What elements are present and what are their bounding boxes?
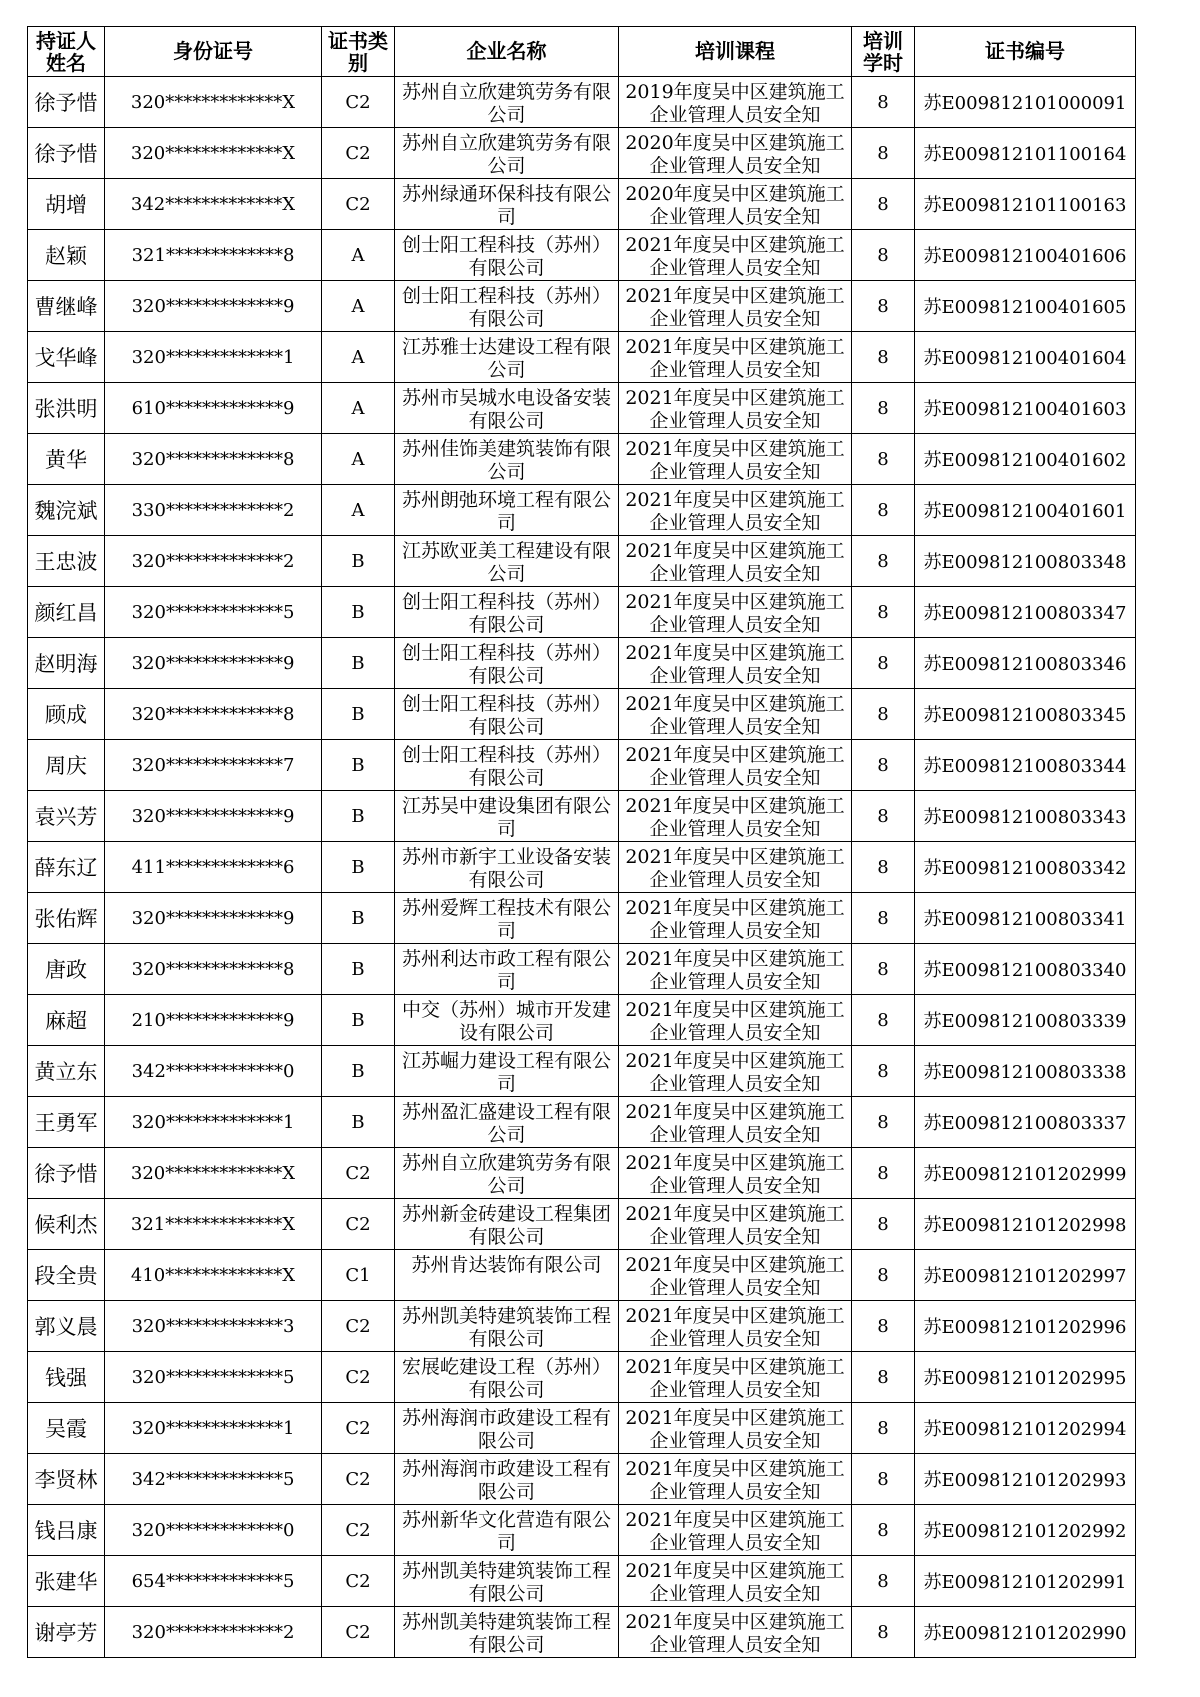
- cell-name: 赵明海: [28, 638, 105, 689]
- cell-category: A: [322, 230, 395, 281]
- cell-hours: 8: [852, 944, 915, 995]
- cell-name: 候利杰: [28, 1199, 105, 1250]
- cell-company: 苏州凯美特建筑装饰工程有限公司: [395, 1556, 619, 1607]
- cell-company: 苏州盈汇盛建设工程有限公司: [395, 1097, 619, 1148]
- cell-hours: 8: [852, 383, 915, 434]
- cell-id: 654*************5: [105, 1556, 322, 1607]
- cell-course: 2020年度吴中区建筑施工企业管理人员安全知: [619, 128, 852, 179]
- cell-cert-no: 苏E009812101202998: [915, 1199, 1136, 1250]
- table-row: [28, 1556, 1136, 1607]
- cell-name: 周庆: [28, 740, 105, 791]
- cell-id: 342*************X: [105, 179, 322, 230]
- cell-cert-no: 苏E009812100401605: [915, 281, 1136, 332]
- cell-category: C2: [322, 1607, 395, 1658]
- cell-id: 320*************2: [105, 1607, 322, 1658]
- cell-id: 320*************1: [105, 1403, 322, 1454]
- cell-name: 王勇军: [28, 1097, 105, 1148]
- cell-category: B: [322, 536, 395, 587]
- cell-hours: 8: [852, 1301, 915, 1352]
- cell-course: 2021年度吴中区建筑施工企业管理人员安全知: [619, 1199, 852, 1250]
- cell-company: 苏州凯美特建筑装饰工程有限公司: [395, 1301, 619, 1352]
- cell-id: 320*************7: [105, 740, 322, 791]
- cell-id: 320*************9: [105, 893, 322, 944]
- cell-course: 2021年度吴中区建筑施工企业管理人员安全知: [619, 1556, 852, 1607]
- cell-id: 411*************6: [105, 842, 322, 893]
- cell-category: A: [322, 434, 395, 485]
- cell-hours: 8: [852, 1607, 915, 1658]
- cell-hours: 8: [852, 689, 915, 740]
- cell-name: 张洪明: [28, 383, 105, 434]
- cell-course: 2021年度吴中区建筑施工企业管理人员安全知: [619, 536, 852, 587]
- cell-cert-no: 苏E009812100401603: [915, 383, 1136, 434]
- cell-category: A: [322, 485, 395, 536]
- cell-id: 410*************X: [105, 1250, 322, 1301]
- table-row: [28, 1046, 1136, 1097]
- cell-category: A: [322, 383, 395, 434]
- cell-hours: 8: [852, 1199, 915, 1250]
- cell-hours: 8: [852, 740, 915, 791]
- cell-hours: 8: [852, 842, 915, 893]
- cell-course: 2021年度吴中区建筑施工企业管理人员安全知: [619, 1148, 852, 1199]
- cell-course: 2020年度吴中区建筑施工企业管理人员安全知: [619, 179, 852, 230]
- cell-course: 2021年度吴中区建筑施工企业管理人员安全知: [619, 893, 852, 944]
- cell-cert-no: 苏E009812101202990: [915, 1607, 1136, 1658]
- cell-category: B: [322, 995, 395, 1046]
- cell-course: 2021年度吴中区建筑施工企业管理人员安全知: [619, 587, 852, 638]
- cell-company: 苏州利达市政工程有限公司: [395, 944, 619, 995]
- cell-id: 320*************9: [105, 638, 322, 689]
- cell-name: 胡增: [28, 179, 105, 230]
- cell-hours: 8: [852, 77, 915, 128]
- table-row: [28, 434, 1136, 485]
- cell-cert-no: 苏E009812100401601: [915, 485, 1136, 536]
- cell-hours: 8: [852, 1250, 915, 1301]
- cell-category: C2: [322, 179, 395, 230]
- table-row: [28, 689, 1136, 740]
- cell-cert-no: 苏E009812100401602: [915, 434, 1136, 485]
- table-row: [28, 1607, 1136, 1658]
- cell-id: 321*************8: [105, 230, 322, 281]
- cell-name: 张建华: [28, 1556, 105, 1607]
- cell-hours: 8: [852, 128, 915, 179]
- cell-company: 苏州新金砖建设工程集团有限公司: [395, 1199, 619, 1250]
- cell-hours: 8: [852, 1097, 915, 1148]
- cell-cert-no: 苏E009812100803343: [915, 791, 1136, 842]
- cell-name: 钱吕康: [28, 1505, 105, 1556]
- cell-course: 2021年度吴中区建筑施工企业管理人员安全知: [619, 1403, 852, 1454]
- cell-category: C2: [322, 1148, 395, 1199]
- cell-cert-no: 苏E009812101100163: [915, 179, 1136, 230]
- cell-hours: 8: [852, 1556, 915, 1607]
- cell-cert-no: 苏E009812101000091: [915, 77, 1136, 128]
- cell-hours: 8: [852, 230, 915, 281]
- cell-name: 段全贵: [28, 1250, 105, 1301]
- cell-hours: 8: [852, 791, 915, 842]
- table-row: [28, 893, 1136, 944]
- cell-hours: 8: [852, 638, 915, 689]
- cell-hours: 8: [852, 1505, 915, 1556]
- cell-hours: 8: [852, 1148, 915, 1199]
- cell-name: 戈华峰: [28, 332, 105, 383]
- cell-cert-no: 苏E009812101202996: [915, 1301, 1136, 1352]
- cell-company: 苏州佳饰美建筑装饰有限公司: [395, 434, 619, 485]
- cell-course: 2021年度吴中区建筑施工企业管理人员安全知: [619, 791, 852, 842]
- table-row: [28, 587, 1136, 638]
- cell-course: 2021年度吴中区建筑施工企业管理人员安全知: [619, 740, 852, 791]
- cell-company: 苏州自立欣建筑劳务有限公司: [395, 128, 619, 179]
- table-row: [28, 383, 1136, 434]
- table-row: [28, 1301, 1136, 1352]
- cell-course: 2021年度吴中区建筑施工企业管理人员安全知: [619, 281, 852, 332]
- cell-hours: 8: [852, 995, 915, 1046]
- cell-course: 2021年度吴中区建筑施工企业管理人员安全知: [619, 1505, 852, 1556]
- table-row: [28, 1199, 1136, 1250]
- cell-company: 苏州新华文化营造有限公司: [395, 1505, 619, 1556]
- cell-course: 2021年度吴中区建筑施工企业管理人员安全知: [619, 1301, 852, 1352]
- cell-category: B: [322, 842, 395, 893]
- cell-course: 2021年度吴中区建筑施工企业管理人员安全知: [619, 842, 852, 893]
- cell-company: 中交（苏州）城市开发建设有限公司: [395, 995, 619, 1046]
- cell-name: 黄立东: [28, 1046, 105, 1097]
- cell-company: 创士阳工程科技（苏州）有限公司: [395, 281, 619, 332]
- cell-category: B: [322, 587, 395, 638]
- cell-category: B: [322, 944, 395, 995]
- cell-cert-no: 苏E009812100803344: [915, 740, 1136, 791]
- cell-course: 2021年度吴中区建筑施工企业管理人员安全知: [619, 434, 852, 485]
- table-row: [28, 332, 1136, 383]
- cell-company: 创士阳工程科技（苏州）有限公司: [395, 689, 619, 740]
- cell-category: C2: [322, 128, 395, 179]
- cell-cert-no: 苏E009812101202993: [915, 1454, 1136, 1505]
- cell-course: 2021年度吴中区建筑施工企业管理人员安全知: [619, 689, 852, 740]
- cell-company: 江苏吴中建设集团有限公司: [395, 791, 619, 842]
- cell-id: 320*************8: [105, 434, 322, 485]
- cell-id: 320*************5: [105, 1352, 322, 1403]
- cell-course: 2021年度吴中区建筑施工企业管理人员安全知: [619, 995, 852, 1046]
- cell-cert-no: 苏E009812100803345: [915, 689, 1136, 740]
- cell-cert-no: 苏E009812100803342: [915, 842, 1136, 893]
- header-cert-no: 证书编号: [915, 27, 1136, 77]
- cell-name: 顾成: [28, 689, 105, 740]
- table-row: [28, 281, 1136, 332]
- table-row: [28, 944, 1136, 995]
- cell-course: 2021年度吴中区建筑施工企业管理人员安全知: [619, 383, 852, 434]
- cell-id: 320*************X: [105, 77, 322, 128]
- cell-id: 320*************3: [105, 1301, 322, 1352]
- cell-id: 610*************9: [105, 383, 322, 434]
- cell-id: 320*************X: [105, 1148, 322, 1199]
- cell-id: 321*************X: [105, 1199, 322, 1250]
- cell-cert-no: 苏E009812100803346: [915, 638, 1136, 689]
- cell-company: 创士阳工程科技（苏州）有限公司: [395, 638, 619, 689]
- cell-cert-no: 苏E009812101100164: [915, 128, 1136, 179]
- cell-id: 342*************5: [105, 1454, 322, 1505]
- cell-name: 徐予惜: [28, 1148, 105, 1199]
- table-row: [28, 485, 1136, 536]
- table-row: [28, 1505, 1136, 1556]
- cell-name: 曹继峰: [28, 281, 105, 332]
- cell-company: 苏州肯达装饰有限公司: [395, 1250, 619, 1301]
- table-row: [28, 1454, 1136, 1505]
- table-body: [28, 77, 1136, 1658]
- cell-cert-no: 苏E009812100803338: [915, 1046, 1136, 1097]
- cell-cert-no: 苏E009812101202995: [915, 1352, 1136, 1403]
- cell-name: 王忠波: [28, 536, 105, 587]
- cell-company: 苏州海润市政建设工程有限公司: [395, 1454, 619, 1505]
- cell-hours: 8: [852, 1352, 915, 1403]
- table-row: [28, 77, 1136, 128]
- cell-id: 320*************8: [105, 944, 322, 995]
- cell-course: 2021年度吴中区建筑施工企业管理人员安全知: [619, 1454, 852, 1505]
- cell-category: B: [322, 638, 395, 689]
- cell-company: 创士阳工程科技（苏州）有限公司: [395, 230, 619, 281]
- cell-company: 宏展屹建设工程（苏州）有限公司: [395, 1352, 619, 1403]
- cell-category: B: [322, 1097, 395, 1148]
- cell-id: 320*************8: [105, 689, 322, 740]
- cell-course: 2021年度吴中区建筑施工企业管理人员安全知: [619, 332, 852, 383]
- cell-hours: 8: [852, 485, 915, 536]
- cell-name: 吴霞: [28, 1403, 105, 1454]
- cell-cert-no: 苏E009812100803341: [915, 893, 1136, 944]
- cell-course: 2021年度吴中区建筑施工企业管理人员安全知: [619, 944, 852, 995]
- table-row: [28, 1148, 1136, 1199]
- cell-cert-no: 苏E009812100803347: [915, 587, 1136, 638]
- cell-company: 江苏崛力建设工程有限公司: [395, 1046, 619, 1097]
- cell-hours: 8: [852, 434, 915, 485]
- cell-course: 2021年度吴中区建筑施工企业管理人员安全知: [619, 485, 852, 536]
- cell-name: 郭义晨: [28, 1301, 105, 1352]
- cell-hours: 8: [852, 179, 915, 230]
- cell-category: C1: [322, 1250, 395, 1301]
- table-row: [28, 995, 1136, 1046]
- cell-category: A: [322, 332, 395, 383]
- cell-hours: 8: [852, 1403, 915, 1454]
- cell-company: 苏州绿通环保科技有限公司: [395, 179, 619, 230]
- cell-course: 2021年度吴中区建筑施工企业管理人员安全知: [619, 230, 852, 281]
- cell-category: B: [322, 791, 395, 842]
- cell-company: 苏州朗弛环境工程有限公司: [395, 485, 619, 536]
- cell-id: 320*************2: [105, 536, 322, 587]
- cell-name: 袁兴芳: [28, 791, 105, 842]
- cell-cert-no: 苏E009812101202999: [915, 1148, 1136, 1199]
- cell-category: C2: [322, 1454, 395, 1505]
- cell-category: B: [322, 893, 395, 944]
- table-row: [28, 1097, 1136, 1148]
- table-row: [28, 230, 1136, 281]
- cell-cert-no: 苏E009812101202994: [915, 1403, 1136, 1454]
- cell-name: 薛东辽: [28, 842, 105, 893]
- cell-hours: 8: [852, 1046, 915, 1097]
- table-row: [28, 842, 1136, 893]
- cell-course: 2019年度吴中区建筑施工企业管理人员安全知: [619, 77, 852, 128]
- cell-id: 320*************9: [105, 791, 322, 842]
- cell-cert-no: 苏E009812101202991: [915, 1556, 1136, 1607]
- table-row: [28, 536, 1136, 587]
- cell-category: A: [322, 281, 395, 332]
- cell-company: 创士阳工程科技（苏州）有限公司: [395, 587, 619, 638]
- cell-cert-no: 苏E009812100803339: [915, 995, 1136, 1046]
- table-row: [28, 1250, 1136, 1301]
- cell-name: 张佑辉: [28, 893, 105, 944]
- cell-company: 江苏欧亚美工程建设有限公司: [395, 536, 619, 587]
- cell-hours: 8: [852, 332, 915, 383]
- cell-cert-no: 苏E009812100803348: [915, 536, 1136, 587]
- cell-name: 麻超: [28, 995, 105, 1046]
- cell-name: 魏浣斌: [28, 485, 105, 536]
- cell-hours: 8: [852, 281, 915, 332]
- cell-company: 苏州自立欣建筑劳务有限公司: [395, 1148, 619, 1199]
- header-row: [28, 27, 1136, 77]
- cell-category: C2: [322, 1505, 395, 1556]
- cell-company: 苏州自立欣建筑劳务有限公司: [395, 77, 619, 128]
- table-row: [28, 740, 1136, 791]
- cell-id: 342*************0: [105, 1046, 322, 1097]
- header-company: 企业名称: [395, 27, 619, 77]
- cell-company: 苏州爱辉工程技术有限公司: [395, 893, 619, 944]
- cell-cert-no: 苏E009812100401606: [915, 230, 1136, 281]
- cell-company: 苏州海润市政建设工程有限公司: [395, 1403, 619, 1454]
- cell-cert-no: 苏E009812100803340: [915, 944, 1136, 995]
- cell-name: 颜红昌: [28, 587, 105, 638]
- cell-name: 钱强: [28, 1352, 105, 1403]
- cell-cert-no: 苏E009812100803337: [915, 1097, 1136, 1148]
- cell-hours: 8: [852, 587, 915, 638]
- cell-course: 2021年度吴中区建筑施工企业管理人员安全知: [619, 1607, 852, 1658]
- cell-course: 2021年度吴中区建筑施工企业管理人员安全知: [619, 1046, 852, 1097]
- cell-id: 330*************2: [105, 485, 322, 536]
- header-category: 证书类别: [322, 27, 395, 77]
- cell-id: 320*************9: [105, 281, 322, 332]
- cell-hours: 8: [852, 893, 915, 944]
- cell-name: 赵颖: [28, 230, 105, 281]
- cell-name: 李贤林: [28, 1454, 105, 1505]
- header-id: 身份证号: [105, 27, 322, 77]
- cell-name: 谢亭芳: [28, 1607, 105, 1658]
- cell-category: C2: [322, 1352, 395, 1403]
- cell-company: 苏州凯美特建筑装饰工程有限公司: [395, 1607, 619, 1658]
- table-row: [28, 128, 1136, 179]
- table-row: [28, 1403, 1136, 1454]
- cell-id: 320*************1: [105, 1097, 322, 1148]
- header-hours: 培训学时: [852, 27, 915, 77]
- cell-company: 创士阳工程科技（苏州）有限公司: [395, 740, 619, 791]
- cell-name: 黄华: [28, 434, 105, 485]
- cell-category: C2: [322, 1403, 395, 1454]
- cell-company: 苏州市吴城水电设备安装有限公司: [395, 383, 619, 434]
- cell-category: B: [322, 1046, 395, 1097]
- certificate-table: [27, 26, 1136, 1658]
- cell-id: 320*************X: [105, 128, 322, 179]
- cell-company: 苏州市新宇工业设备安装有限公司: [395, 842, 619, 893]
- cell-course: 2021年度吴中区建筑施工企业管理人员安全知: [619, 1250, 852, 1301]
- table-row: [28, 1352, 1136, 1403]
- cell-id: 320*************5: [105, 587, 322, 638]
- table-row: [28, 791, 1136, 842]
- cell-category: C2: [322, 1556, 395, 1607]
- table-row: [28, 179, 1136, 230]
- cell-category: B: [322, 740, 395, 791]
- cell-category: C2: [322, 1199, 395, 1250]
- cell-id: 210*************9: [105, 995, 322, 1046]
- cell-name: 唐政: [28, 944, 105, 995]
- cell-name: 徐予惜: [28, 77, 105, 128]
- header-name: 持证人姓名: [28, 27, 105, 77]
- cell-id: 320*************1: [105, 332, 322, 383]
- cell-course: 2021年度吴中区建筑施工企业管理人员安全知: [619, 1097, 852, 1148]
- cell-category: B: [322, 689, 395, 740]
- cell-course: 2021年度吴中区建筑施工企业管理人员安全知: [619, 1352, 852, 1403]
- cell-name: 徐予惜: [28, 128, 105, 179]
- cell-cert-no: 苏E009812101202997: [915, 1250, 1136, 1301]
- cell-id: 320*************0: [105, 1505, 322, 1556]
- header-course: 培训课程: [619, 27, 852, 77]
- cell-cert-no: 苏E009812100401604: [915, 332, 1136, 383]
- table-row: [28, 638, 1136, 689]
- cell-course: 2021年度吴中区建筑施工企业管理人员安全知: [619, 638, 852, 689]
- cell-category: C2: [322, 77, 395, 128]
- cell-hours: 8: [852, 1454, 915, 1505]
- cell-category: C2: [322, 1301, 395, 1352]
- cell-cert-no: 苏E009812101202992: [915, 1505, 1136, 1556]
- cell-company: 江苏雅士达建设工程有限公司: [395, 332, 619, 383]
- cell-hours: 8: [852, 536, 915, 587]
